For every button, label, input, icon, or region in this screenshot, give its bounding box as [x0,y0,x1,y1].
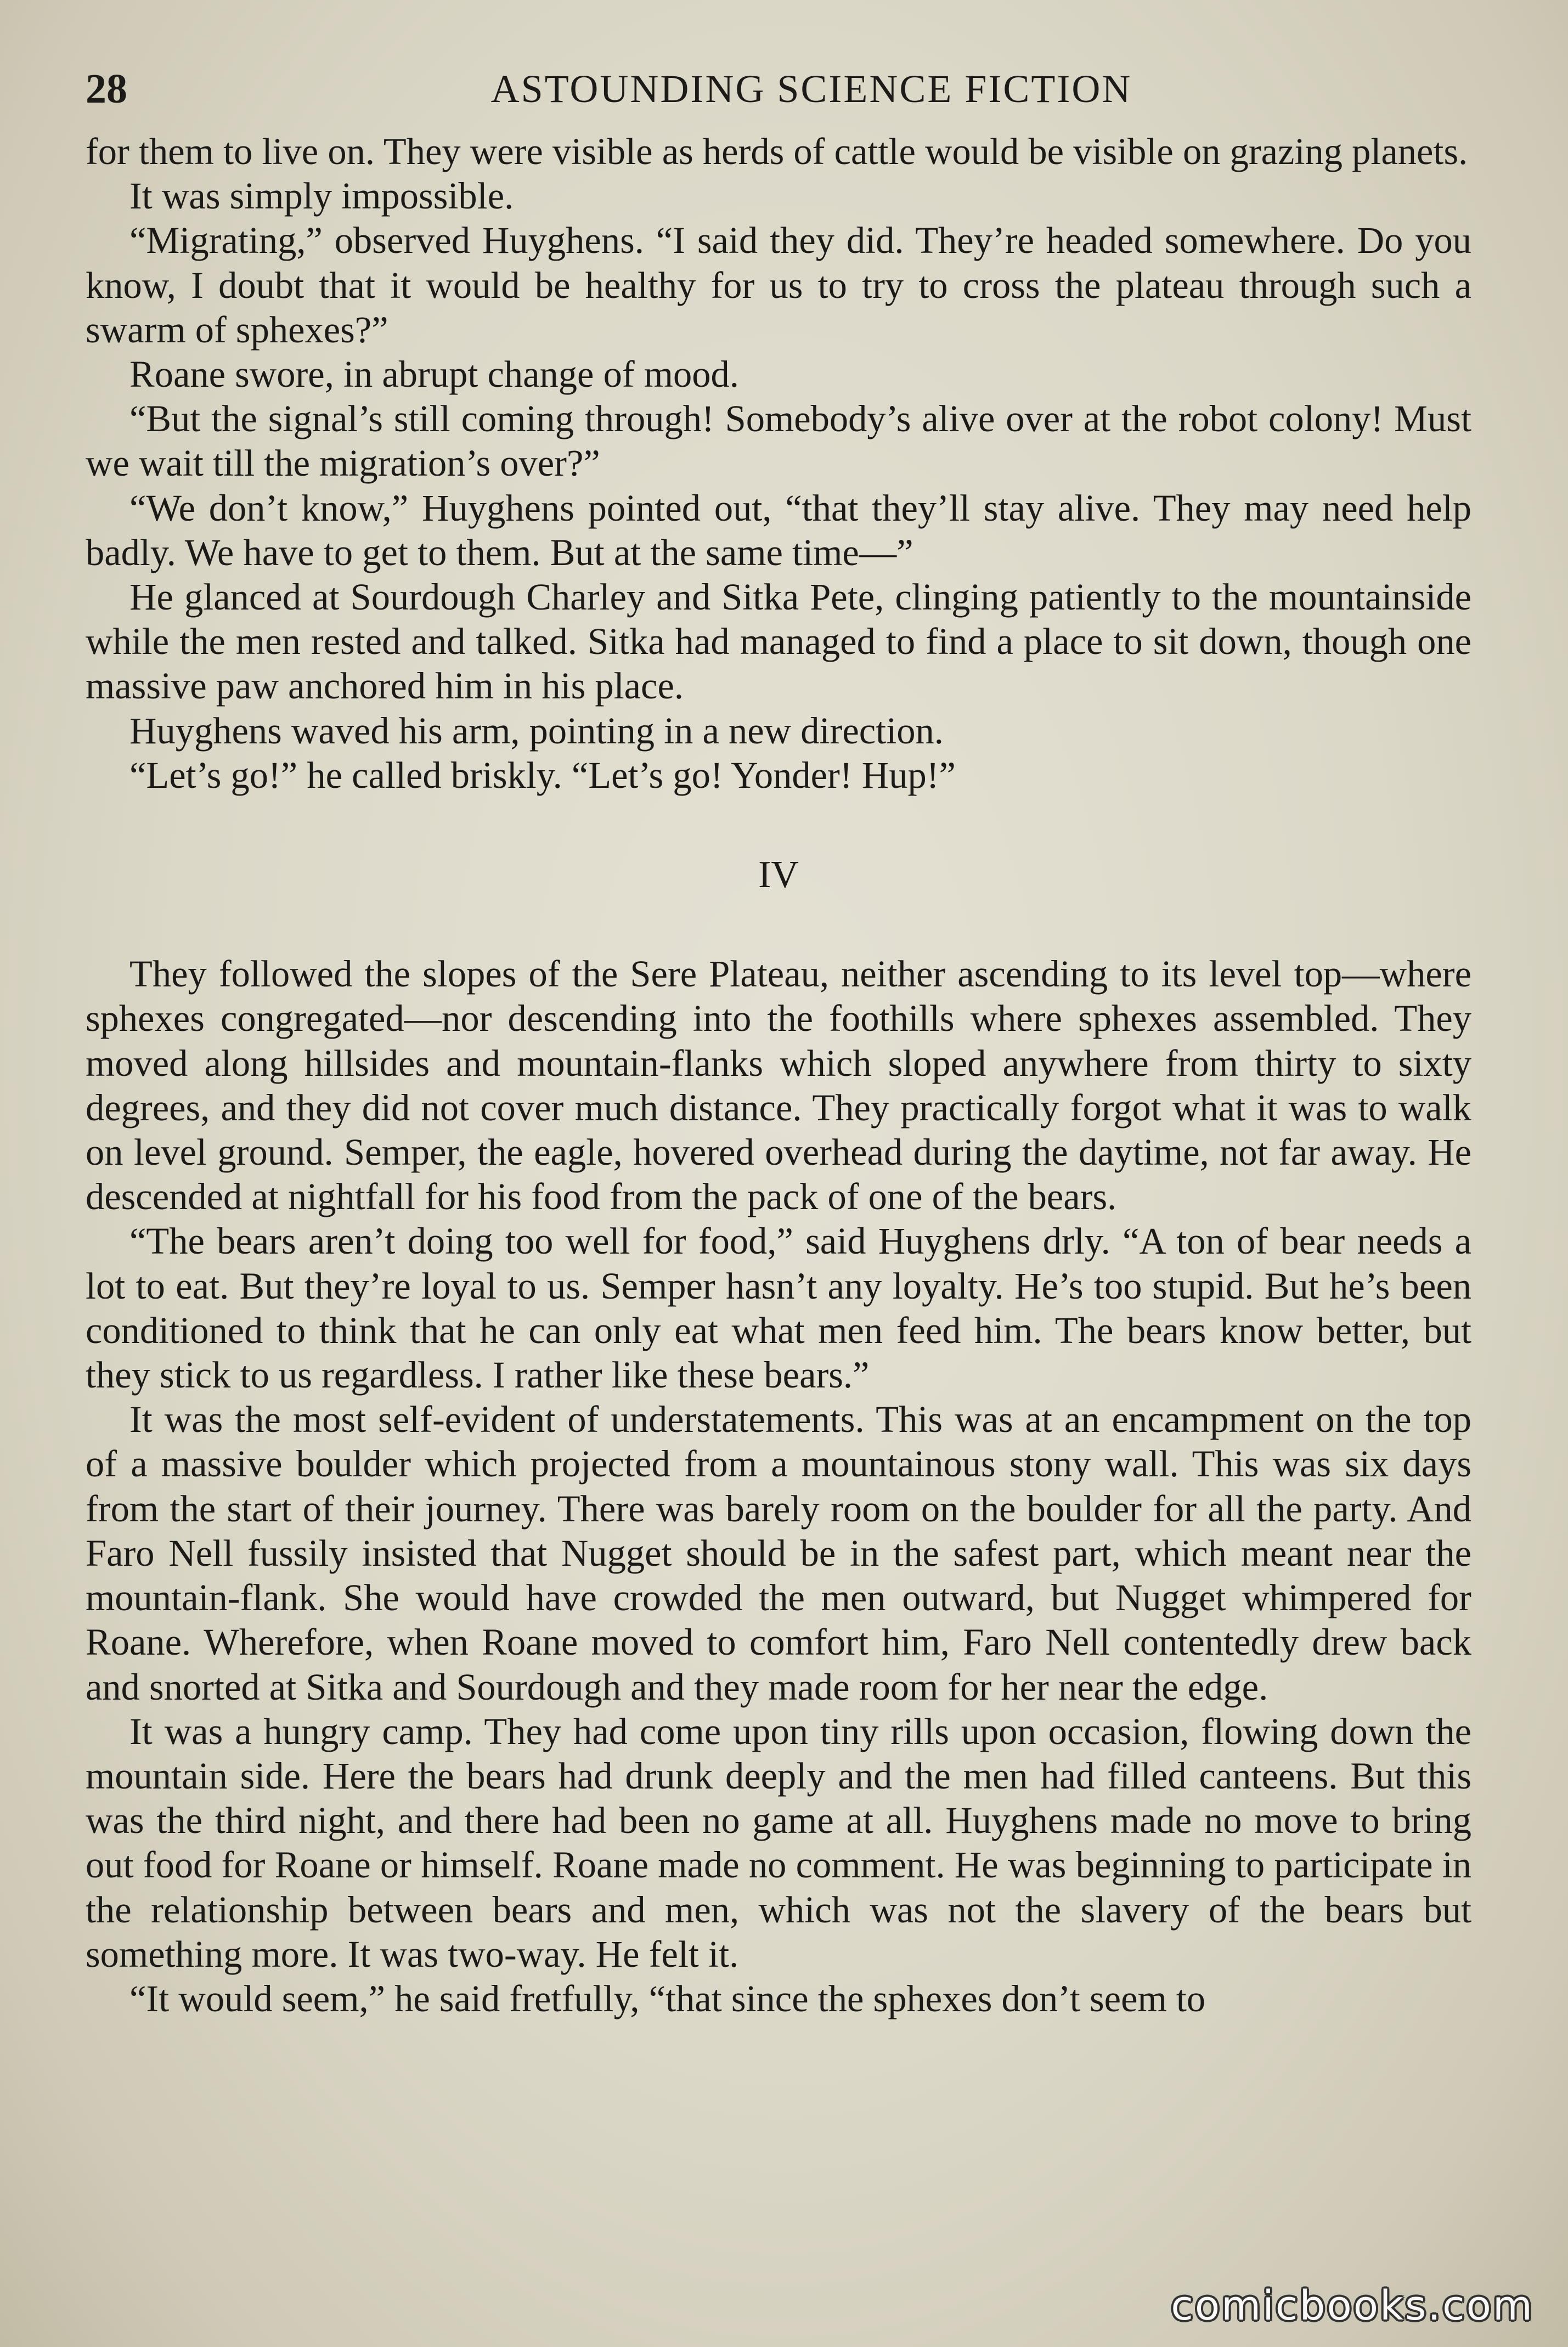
paragraph: “The bears aren’t doing too well for food,” said Huyghens drly. “A ton of bear needs a lot to eat. But they’re loyal to us. Semper hasn’t any loyalty. He’s too stupid. But he’s been conditioned to think that he can only eat what men feed him. The bears know better, but they stick to us regardless. I rather like these bears.” [86,1220,1471,1396]
body-text [86,129,1471,2021]
paragraph: He glanced at Sourdough Charley and Sitka Pete, clinging patiently to the mountainside while the men rested and talked. Sitka had managed to find a place to sit down, though one massive paw anchored him in his place. [86,576,1471,707]
paragraph: “We don’t know,” Huyghens pointed out, “that they’ll stay alive. They may need help badly. We have to get to them. But at the same time—” [86,487,1471,573]
paragraph: for them to live on. They were visible as herds of cattle would be visible on grazing planets. [86,131,1468,172]
paragraph: “But the signal’s still coming through! Somebody’s alive over at the robot colony! Must we wait till the migration’s over?” [86,398,1471,484]
paragraph: It was simply impossible. [129,175,514,217]
paragraph: “Migrating,” observed Huyghens. “I said they did. They’re headed somewhere. Do you know, I doubt that it would be healthy for us to try to cross the plateau through such a swarm of sphexes?” [86,219,1471,351]
page-number: 28 [86,66,127,112]
paragraph: “Let’s go!” he called briskly. “Let’s go! Yonder! Hup!” [129,754,956,796]
paragraph: It was the most self-evident of understatements. This was at an encampment on the top of a massive boulder which projected from a mountainous stony wall. This was six days from the start of their journey. There was barely room on the boulder for all the party. And Faro Nell fussily insisted that Nugget should be in the safest part, which meant near the mountain-flank. She would have crowded the men outward, but Nugget whimpered for Roane. Wherefore, when Roane moved to comfort him, Faro Nell contentedly drew back and snorted at Sitka and Sourdough and they made room for her near the edge. [86,1398,1471,1708]
site-watermark: comicbooks.com [1171,2282,1534,2329]
paragraph: Huyghens waved his arm, pointing in a new direction. [129,709,944,752]
page-header [86,61,1471,116]
section-heading: IV [758,854,799,896]
paragraph: It was a hungry camp. They had come upon tiny rills upon occasion, flowing down the mountain side. Here the bears had drunk deeply and the men had filled canteens. But this was the third night, and there had been no game at all. Huyghens made no move to bring out food for Roane or himself. Roane made no comment. He was beginning to participate in the relationship between bears and men, which was not the slavery of the bears but something more. It was two-way. He felt it. [86,1710,1471,1975]
paragraph: Roane swore, in abrupt change of mood. [129,353,739,396]
paragraph: They followed the slopes of the Sere Plateau, neither ascending to its level top—where sphexes congregated—nor descending into the foothills where sphexes assembled. They moved along hillsides and mountain-flanks which sloped anywhere from thirty to sixty degrees, and they did not cover much distance. They practically forgot what it was to walk on level ground. Semper, the eagle, hovered overhead during the daytime, not far away. He descended at nightfall for his food from the pack of one of the bears. [86,953,1471,1218]
paragraph: “It would seem,” he said fretfully, “that since the sphexes don’t seem to [129,1977,1206,2019]
running-head: ASTOUNDING SCIENCE FICTION [490,67,1132,111]
